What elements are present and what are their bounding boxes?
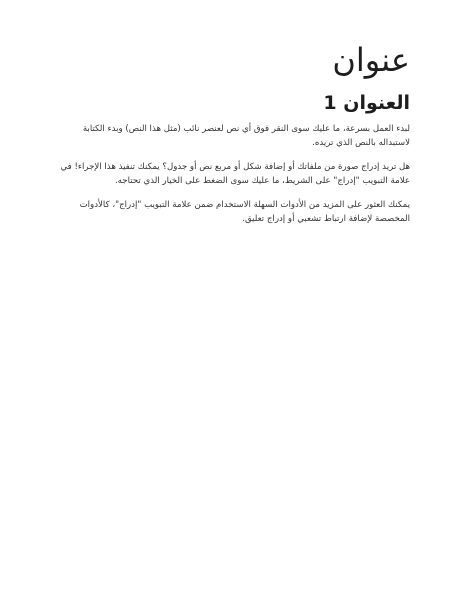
paragraph-3[interactable]: يمكنك العثور على المزيد من الأدوات السهلة الاستخدام ضمن علامة التبويب "إدراج"، كالأدوات المخصصة لإضافة ارتباط تشعبي أو إدراج تعليق. bbox=[79, 200, 410, 224]
heading-1[interactable]: العنوان 1 bbox=[323, 92, 410, 114]
paragraph-2[interactable]: هل تريد إدراج صورة من ملفاتك أو إضافة شكل أو مربع نص أو جدول؟ يمكنك تنفيذ هذا الإجراء! في علامة التبويب "إدراج" على الشريط، ما عليك سوى الضغط على الخيار الذي تحتاجه. bbox=[60, 162, 410, 186]
document-title[interactable]: عنوان bbox=[332, 41, 410, 79]
paragraph-1[interactable]: لبدء العمل بسرعة، ما عليك سوى النقر فوق أي نص لعنصر نائب (مثل هذا النص) وبدء الكتابة لاستبداله بالنص الذي تريده. bbox=[82, 124, 410, 148]
